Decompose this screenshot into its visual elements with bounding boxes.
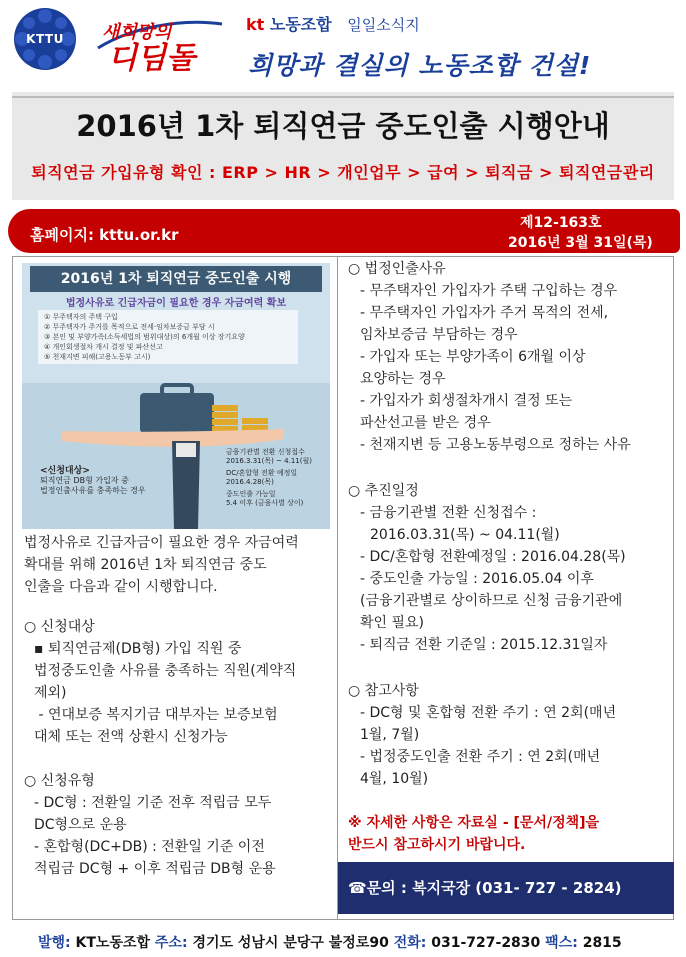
section-line: - 법정중도인출 전환 주기 : 연 2회(매년 xyxy=(360,749,601,765)
brand-sub: 일일소식지 xyxy=(347,16,420,34)
logo-text: KTTU xyxy=(26,32,64,46)
section-line: - 가입자 또는 부양가족이 6개월 이상 xyxy=(360,349,586,365)
infographic-list xyxy=(38,310,298,364)
section-line: 4월, 10월) xyxy=(360,771,429,787)
section-line: 요양하는 경우 xyxy=(360,371,446,387)
infographic-target xyxy=(40,466,146,496)
section-line: ▪ 퇴직연금제(DB형) 가입 직원 중 xyxy=(34,641,242,657)
section-notes xyxy=(348,680,616,790)
section-eligibility xyxy=(24,616,296,748)
section-line: - 무주택자인 가입자가 주택 구입하는 경우 xyxy=(360,283,618,299)
infographic-steps xyxy=(226,448,326,508)
footer xyxy=(38,932,622,952)
infographic-list-item: ⑤ 천재지변 피해(고용노동부 고시) xyxy=(44,353,151,361)
infographic-title: 2016년 1차 퇴직연금 중도인출 시행 xyxy=(30,266,322,292)
footer-label: 발행: xyxy=(38,935,71,951)
notice xyxy=(348,812,599,856)
section-line: - 천재지변 등 고용노동부령으로 정하는 사유 xyxy=(360,437,631,453)
section-heading: ○ 신청대상 xyxy=(24,619,95,635)
infographic-step: 5.4 이후 (금융사별 상이) xyxy=(226,499,304,507)
infographic-subtitle: 법정사유로 긴급자금이 필요한 경우 자금여력 확보 xyxy=(65,298,287,309)
infographic-target-title: <신청대상> xyxy=(40,466,90,476)
section-line: - 혼합형(DC+DB) : 전환일 기준 이전 xyxy=(34,839,265,855)
infographic-list-item: ② 무주택자가 주거를 목적으로 전세·임차보증금 부담 시 xyxy=(44,323,215,331)
svg-text:새희망의: 새희망의 xyxy=(102,22,172,43)
section-line: - DC형 및 혼합형 전환 주기 : 연 2회(매년 xyxy=(360,705,617,721)
section-line: - DC/혼합형 전환예정일 : 2016.04.28(목) xyxy=(360,549,626,565)
menu-path: 퇴직연금 가입유형 확인 : ERP > HR > 개인업무 > 급여 > 퇴직금 > 퇴직연금관리 xyxy=(31,163,655,182)
homepage-link[interactable]: 홈페이지: kttu.or.kr xyxy=(30,226,179,244)
section-line: - 가입자가 회생절차개시 결정 또는 xyxy=(360,393,573,409)
section-line: 파산선고를 받은 경우 xyxy=(360,415,491,431)
svg-text:디딤돌: 디딤돌 xyxy=(108,41,195,74)
footer-label: 팩스: xyxy=(545,935,578,951)
infographic-step: 중도인출 가능일 xyxy=(226,490,276,498)
section-line: 제외) xyxy=(34,685,67,701)
brand-name xyxy=(246,12,420,35)
intro-paragraph xyxy=(24,532,299,598)
motto: 희망과 결실의 노동조합 건설! xyxy=(248,51,592,80)
footer-value: KT노동조합 xyxy=(75,935,151,951)
section-line: 확인 필요) xyxy=(360,615,425,631)
brand-union: 노동조합 xyxy=(269,15,332,34)
slogan-logo-mark xyxy=(90,8,230,74)
section-heading: ○ 신청유형 xyxy=(24,773,95,789)
footer-value: 031-727-2830 xyxy=(431,935,541,951)
infographic-step: 금융기관별 전환 신청접수 xyxy=(226,448,305,456)
page-title: 2016년 1차 퇴직연금 중도인출 시행안내 xyxy=(76,109,610,143)
section-line: 임차보증금 부담하는 경우 xyxy=(360,327,518,343)
infographic-target-line: 법정인출사유를 충족하는 경우 xyxy=(40,486,146,495)
notice-line: 반드시 참고하시기 바랍니다. xyxy=(348,837,526,853)
infographic-list-item: ③ 본인 및 부양가족(소득세법의 범위대상)의 6개월 이상 장기요양 xyxy=(44,333,245,341)
column-divider xyxy=(337,256,338,920)
footer-label: 전화: xyxy=(393,935,427,951)
section-line: - 연대보증 복지기금 대부자는 보증보험 xyxy=(34,707,278,723)
section-line: 적립금 DC형 + 이후 적립금 DB형 운용 xyxy=(34,861,276,877)
section-line: DC형으로 운용 xyxy=(34,817,127,833)
section-line: - DC형 : 전환일 기준 전후 적립금 모두 xyxy=(34,795,272,811)
section-legal-reasons xyxy=(348,258,631,456)
section-line: (금융기관별로 상이하므로 신청 금융기관에 xyxy=(360,593,623,609)
section-schedule xyxy=(348,480,626,656)
brand-kt: kt xyxy=(246,15,265,34)
section-line: - 금융기관별 전환 신청접수 : xyxy=(360,505,537,521)
section-line: - 중도인출 가능일 : 2016.05.04 이후 xyxy=(360,571,594,587)
kttu-logo xyxy=(14,8,76,70)
section-line: 대체 또는 전액 상환시 신청가능 xyxy=(34,729,228,745)
infographic-step: 2016.3.31(목) ~ 4.11(월) xyxy=(226,457,312,465)
intro-line: 확대를 위해 2016년 1차 퇴직연금 중도 xyxy=(24,557,267,573)
notice-line: ※ 자세한 사항은 자료실 - [문서/정책]을 xyxy=(348,815,600,831)
contact-info: ☎문의 : 복지국장 (031- 727 - 2824) xyxy=(348,879,622,897)
issue-date: 2016년 3월 31일(목) xyxy=(508,235,653,251)
infographic-list-item: ④ 개인회생절차 개시 결정 및 파산선고 xyxy=(44,343,163,351)
section-line: 법정중도인출 사유를 충족하는 직원(계약직 xyxy=(34,663,297,679)
intro-line: 법정사유로 긴급자금이 필요한 경우 자금여력 xyxy=(24,535,299,551)
issue-number: 제12-163호 xyxy=(520,215,602,231)
section-heading: ○ 법정인출사유 xyxy=(348,261,446,277)
footer-value: 2815 xyxy=(582,935,622,951)
section-heading: ○ 참고사항 xyxy=(348,683,419,699)
section-line: 2016.03.31(목) ~ 04.11(월) xyxy=(370,527,560,543)
section-line: - 무주택자인 가입자가 주거 목적의 전세, xyxy=(360,305,609,321)
infographic-step: 2016.4.28(목) xyxy=(226,478,274,486)
section-types xyxy=(24,770,276,880)
section-heading: ○ 추진일정 xyxy=(348,483,419,499)
section-line: - 퇴직금 전환 기준일 : 2015.12.31일자 xyxy=(360,637,608,653)
footer-value: 경기도 성남시 분당구 불정로90 xyxy=(192,935,389,951)
infographic-target-line: 퇴직연금 DB형 가입자 중 xyxy=(40,476,129,485)
infographic-step: DC/혼합형 전환 예정일 xyxy=(226,469,298,477)
footer-label: 주소: xyxy=(154,935,188,951)
intro-line: 인출을 다음과 같이 시행합니다. xyxy=(24,579,218,595)
infographic-list-item: ① 무주택자의 주택 구입 xyxy=(44,313,118,321)
section-line: 1월, 7월) xyxy=(360,727,420,743)
